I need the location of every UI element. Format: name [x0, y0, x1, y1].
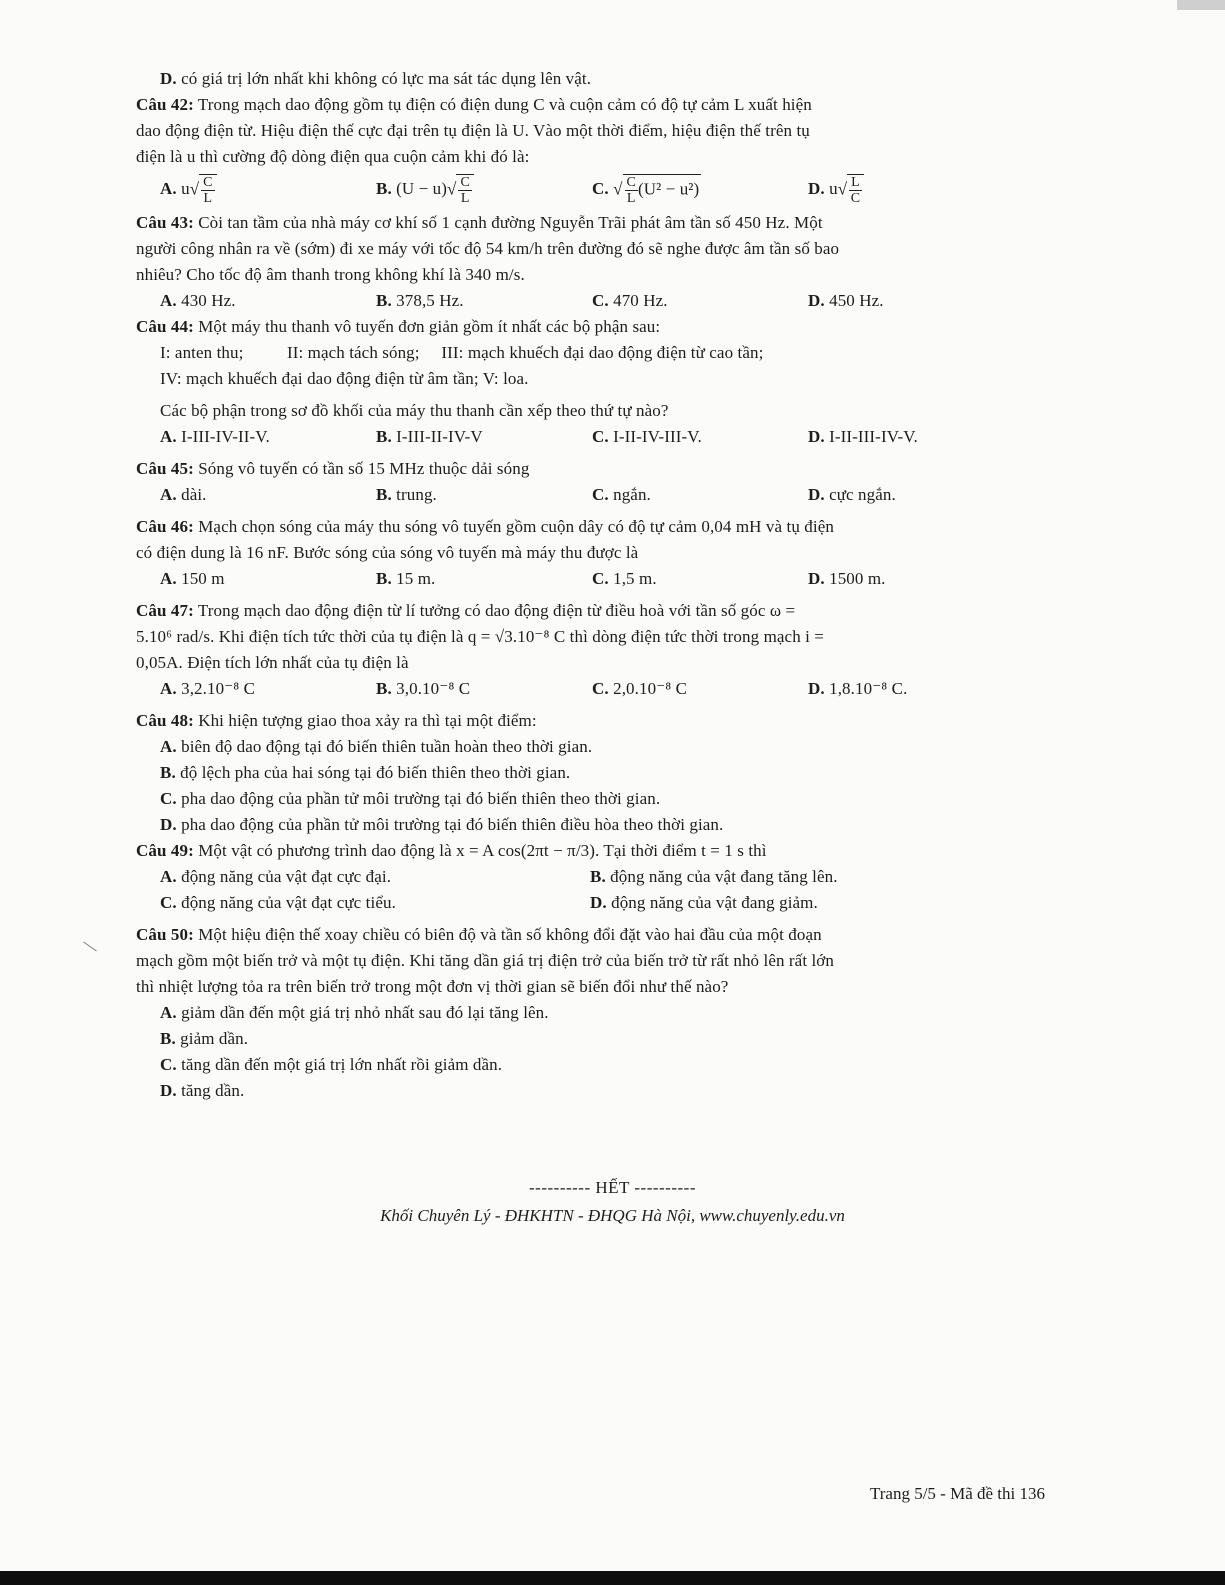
question-label: Câu 50:	[136, 925, 194, 944]
answer-options	[136, 676, 1046, 702]
answer-option-d: D. 1500 m.	[808, 569, 886, 588]
answer-option-b: B. trung.	[376, 485, 437, 504]
answer-option-c: C. động năng của vật đạt cực tiểu.	[160, 893, 396, 912]
answer-option-b: B. giảm dần.	[160, 1029, 249, 1048]
question-42: Câu 42: Trong mạch dao động gồm tụ điện có điện dung C và cuộn cảm có độ tự cảm L xuất hiện dao động điện từ. Hiệu điện thế cực đại trên tụ điện là U. Vào một thời điểm, hiệu điện thế trên tụ điện là u thì cường độ dòng điện qua cuộn cảm khi đó là: A. u√ $\frac{C}{L}$ B. (U − u)√ $\frac{C}{L}$ C. √ $\frac{C}{L}$ (U² − u²) D. u√ $\frac{L}{C}$	[136, 92, 1046, 210]
scan-edge	[1177, 0, 1225, 10]
answer-option-c: C. 1,5 m.	[592, 569, 657, 588]
answer-options	[136, 482, 1046, 508]
answer-option-d: D. u√ $\frac{L}{C}$	[808, 174, 1024, 206]
answer-option-d: D. tăng dần.	[160, 1081, 245, 1100]
answer-options	[136, 288, 1046, 314]
question-label: Câu 49:	[136, 841, 194, 860]
end-of-exam	[0, 1174, 1225, 1230]
answer-option-c: C. tăng dần đến một giá trị lớn nhất rồi giảm dần.	[160, 1055, 503, 1074]
question-label: Câu 48:	[136, 711, 194, 730]
answer-option-d: D. động năng của vật đang giảm.	[590, 893, 818, 912]
answer-option-c: C. √ $\frac{C}{L}$ (U² − u²)	[592, 175, 700, 206]
question-label: Câu 46:	[136, 517, 194, 536]
answer-option-c: C. 470 Hz.	[592, 291, 668, 310]
scan-edge-bottom	[0, 1571, 1225, 1585]
question-45: Câu 45: Sóng vô tuyến có tần số 15 MHz thuộc dải sóng A. dài. B. trung. C. ngắn. D. cực ngắn.	[136, 456, 1046, 508]
question-label: Câu 43:	[136, 213, 194, 232]
question-label: Câu 42:	[136, 95, 194, 114]
sqrt-symbol: √ $\frac{C}{L}$	[447, 174, 474, 206]
answer-option-a: A. 150 m	[160, 569, 225, 588]
answer-option-b: B. động năng của vật đang tăng lên.	[590, 867, 838, 886]
answer-option-b: B. 378,5 Hz.	[376, 291, 464, 310]
question-43: Câu 43: Còi tan tầm của nhà máy cơ khí số 1 cạnh đường Nguyễn Trãi phát âm tần số 450 Hz. Một người công nhân ra về (sớm) đi xe máy với tốc độ 54 km/h trên đường đó sẽ nghe được âm tần số bao nhiêu? Cho tốc độ âm thanh trong không khí là 340 m/s. A. 430 Hz. B. 378,5 Hz. C. 470 Hz. D. 450 Hz.	[136, 210, 1046, 314]
question-44: Câu 44: Một máy thu thanh vô tuyến đơn giản gồm ít nhất các bộ phận sau: I: anten thu; II: mạch tách sóng; III: mạch khuếch đại dao động điện từ cao tần; IV: mạch khuếch đại dao động điện từ âm tần; V: loa. Các bộ phận trong sơ đồ khối của máy thu thanh cần xếp theo thứ tự nào? A. I-III-IV-II-V. B. I-III-II-IV-V C. I-II-IV-III-V. D. I-II-III-IV-V.	[136, 314, 1046, 450]
sqrt-symbol: √ $\frac{C}{L}$	[190, 174, 217, 206]
answer-option-b: B. I-III-II-IV-V	[376, 427, 483, 446]
answer-option-d: D. I-II-III-IV-V.	[808, 427, 918, 446]
question-46: Câu 46: Mạch chọn sóng của máy thu sóng vô tuyến gồm cuộn dây có độ tự cảm 0,04 mH và tụ điện có điện dung là 16 nF. Bước sóng của sóng vô tuyến mà máy thu được là A. 150 m B. 15 m. C. 1,5 m. D. 1500 m.	[136, 514, 1046, 592]
answer-option-d: D. cực ngắn.	[808, 485, 896, 504]
answer-options	[136, 566, 1046, 592]
question-50: Câu 50: Một hiệu điện thế xoay chiều có biên độ và tần số không đổi đặt vào hai đầu của một đoạn mạch gồm một biến trở và một tụ điện. Khi tăng dần giá trị điện trở của biến trở từ rất nhỏ lên rất lớn thì nhiệt lượng tỏa ra trên biến trở trong một đơn vị thời gian sẽ biến đổi như thế nào? A. giảm dần đến một giá trị nhỏ nhất sau đó lại tăng lên. B. giảm dần. C. tăng dần đến một giá trị lớn nhất rồi giảm dần. D. tăng dần.	[136, 922, 1046, 1104]
answer-option-c: C. ngắn.	[592, 485, 651, 504]
answer-option-a: A. 430 Hz.	[160, 291, 236, 310]
pen-mark	[83, 942, 97, 952]
answer-option-a: A. I-III-IV-II-V.	[160, 427, 270, 446]
answer-option-d: D. 450 Hz.	[808, 291, 884, 310]
answer-option-c: C. pha dao động của phần tử môi trường tại đó biến thiên theo thời gian.	[160, 789, 661, 808]
answer-options	[136, 864, 1046, 916]
exam-content	[136, 66, 1046, 1104]
question-label: Câu 47:	[136, 601, 194, 620]
answer-option-a: A. động năng của vật đạt cực đại.	[160, 867, 392, 886]
answer-option-a: A. u√ $\frac{C}{L}$	[160, 174, 376, 206]
question-48: Câu 48: Khi hiện tượng giao thoa xảy ra thì tại một điểm: A. biên độ dao động tại đó biến thiên tuần hoàn theo thời gian. B. độ lệch pha của hai sóng tại đó biến thiên theo thời gian. C. pha dao động của phần tử môi trường tại đó biến thiên theo thời gian. D. pha dao động của phần tử môi trường tại đó biến thiên điều hòa theo thời gian.	[136, 708, 1046, 838]
answer-options	[136, 424, 1046, 450]
answer-option-d: D. pha dao động của phần tử môi trường tại đó biến thiên điều hòa theo thời gian.	[160, 815, 724, 834]
answer-option-d: D. 1,8.10⁻⁸ C.	[808, 679, 908, 698]
answer-option-a: A. dài.	[160, 485, 207, 504]
answer-option-c: C. I-II-IV-III-V.	[592, 427, 702, 446]
answer-option-a: A. biên độ dao động tại đó biến thiên tuần hoàn theo thời gian.	[160, 737, 593, 756]
answer-option-b: B. (U − u)√ $\frac{C}{L}$	[376, 174, 592, 206]
source-credit: Khối Chuyên Lý - ĐHKHTN - ĐHQG Hà Nội, www.chuyenly.edu.vn	[380, 1206, 845, 1225]
answer-option-b: B. 15 m.	[376, 569, 436, 588]
option-line: D. có giá trị lớn nhất khi không có lực ma sát tác dụng lên vật.	[160, 69, 592, 88]
question-49: Câu 49: Một vật có phương trình dao động là x = A cos(2πt − π/3). Tại thời điểm t = 1 s thì A. động năng của vật đạt cực đại. B. động năng của vật đang tăng lên. C. động năng của vật đạt cực tiểu. D. động năng của vật đang giảm.	[136, 838, 1046, 916]
end-marker: ---------- HẾT ----------	[529, 1178, 696, 1197]
question-label: Câu 45:	[136, 459, 194, 478]
answer-option-c: C. 2,0.10⁻⁸ C	[592, 679, 688, 698]
answer-option-b: B. 3,0.10⁻⁸ C	[376, 679, 471, 698]
page-number: Trang 5/5 - Mã đề thi 136	[869, 1484, 1045, 1503]
answer-option-a: A. giảm dần đến một giá trị nhỏ nhất sau đó lại tăng lên.	[160, 1003, 549, 1022]
question-47: Câu 47: Trong mạch dao động điện từ lí tưởng có dao động điện từ điều hoà với tần số góc ω = 5.10⁶ rad/s. Khi điện tích tức thời của tụ điện là q = √3.10⁻⁸ C thì dòng điện tức thời trong mạch i = 0,05A. Điện tích lớn nhất của tụ điện là A. 3,2.10⁻⁸ C B. 3,0.10⁻⁸ C C. 2,0.10⁻⁸ C D. 1,8.10⁻⁸ C.	[136, 598, 1046, 702]
sqrt-symbol: √ $\frac{L}{C}$	[838, 174, 864, 206]
sqrt-symbol: √ $\frac{C}{L}$ (U² − u²)	[613, 175, 700, 206]
answer-options	[136, 170, 1046, 210]
answer-option-a: A. 3,2.10⁻⁸ C	[160, 679, 256, 698]
question-label: Câu 44:	[136, 317, 194, 336]
answer-option-b: B. độ lệch pha của hai sóng tại đó biến thiên theo thời gian.	[160, 763, 571, 782]
